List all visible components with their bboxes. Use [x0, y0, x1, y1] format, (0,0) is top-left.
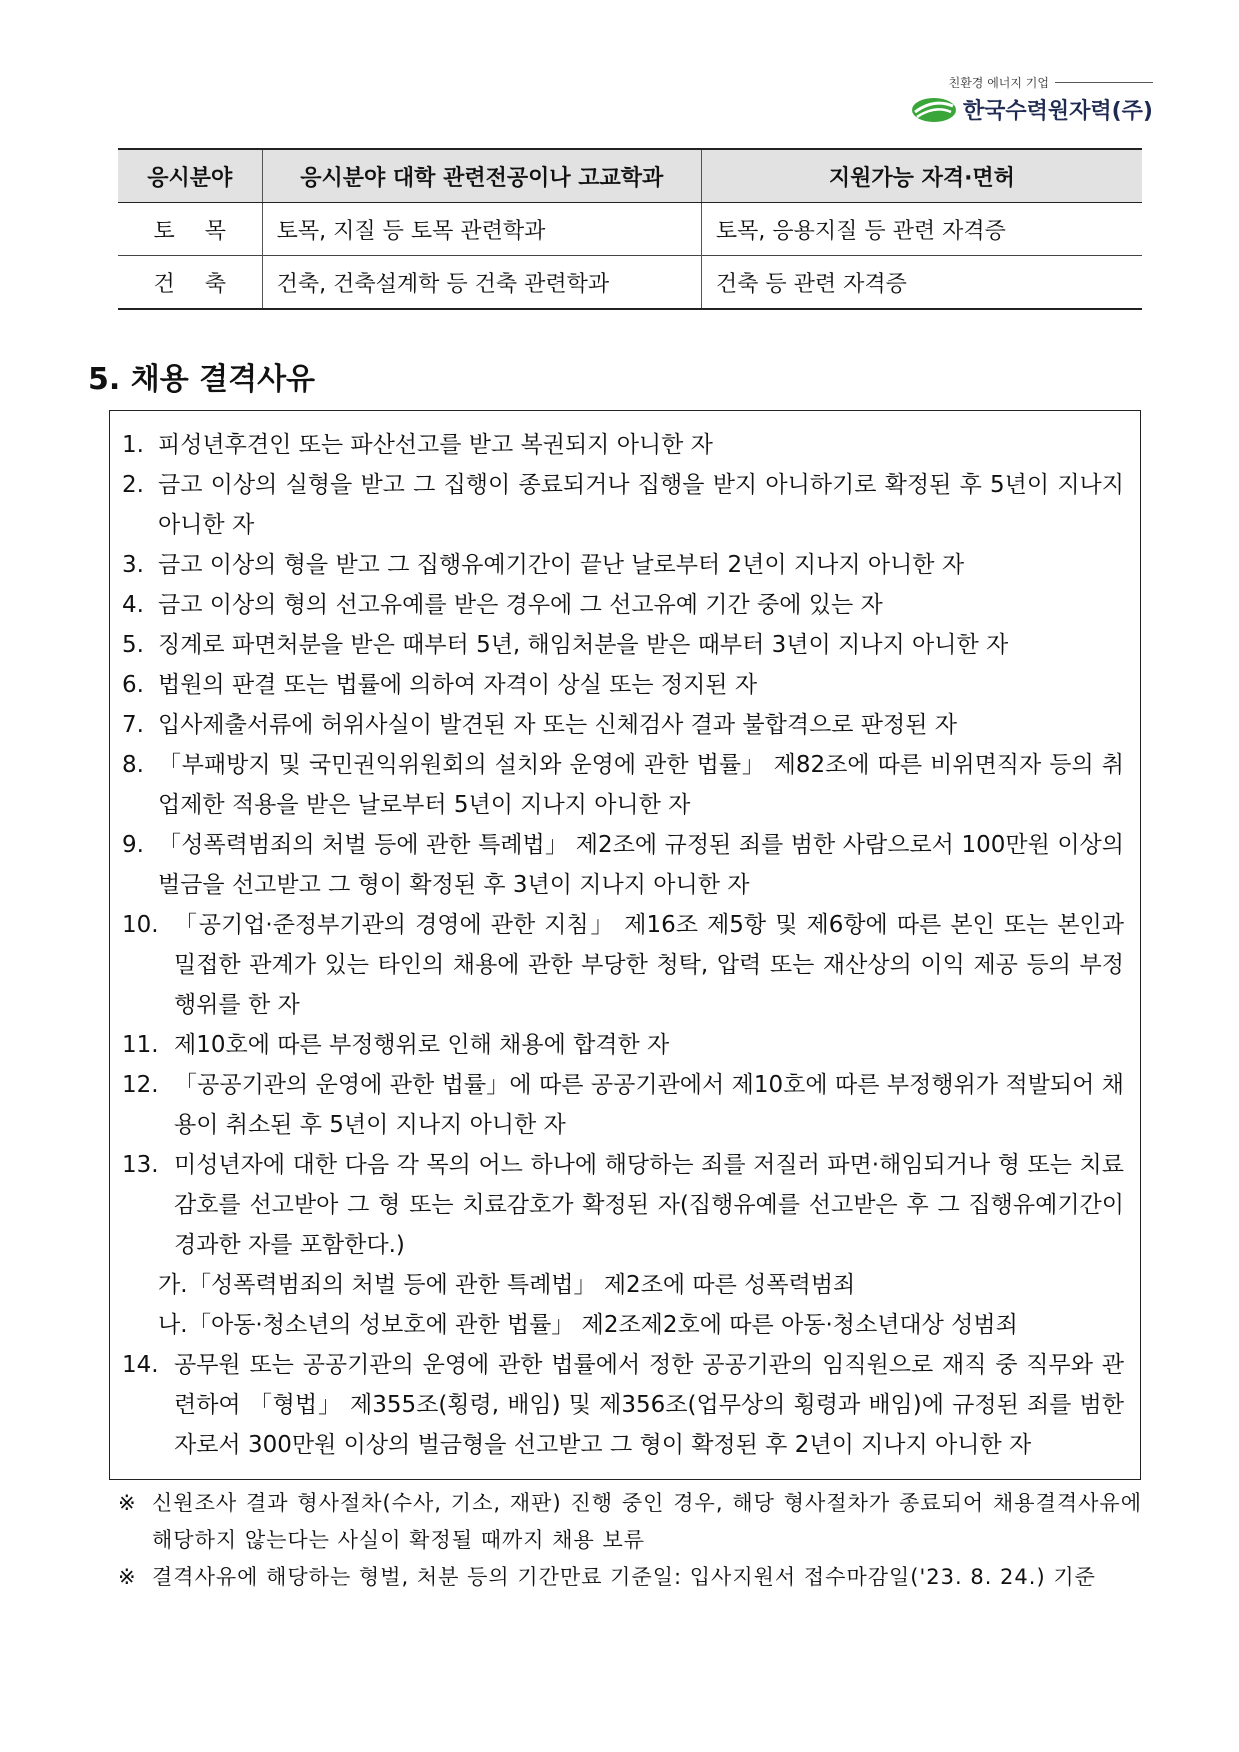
sub-item-text: 「성폭력범죄의 처벌 등에 관한 특례법」 제2조에 따른 성폭력범죄 [188, 1272, 856, 1298]
disqualification-box [109, 410, 1141, 1480]
note-text: 신원조사 결과 형사절차(수사, 기소, 재판) 진행 중인 경우, 해당 형사절차가 종료되어 채용결격사유에 해당하지 않는다는 사실이 확정될 때까지 채용 보류 [152, 1491, 1142, 1552]
list-item [122, 1145, 1124, 1265]
item-number: 10. [122, 912, 159, 938]
row-field: 토목 [118, 203, 262, 256]
item-number: 5. [122, 632, 144, 658]
requirements-table [118, 148, 1142, 310]
list-item [122, 1065, 1124, 1145]
sub-item-number: 가. [158, 1272, 188, 1298]
item-number: 2. [122, 472, 144, 498]
company-logo [893, 74, 1153, 124]
item-text: 「공공기관의 운영에 관한 법률」에 따른 공공기관에서 제10호에 따른 부정행위가 적발되어 채용이 취소된 후 5년이 지나지 아니한 자 [174, 1072, 1124, 1138]
table-header-row [118, 149, 1142, 203]
item-text: 미성년자에 대한 다음 각 목의 어느 하나에 해당하는 죄를 저질러 파면·해임되거나 형 또는 치료감호를 선고받아 그 형 또는 치료감호가 확정된 자(집행유예를 선고받은 후 그 집행유예기간이 경과한 자를 포함한다.) [174, 1152, 1124, 1258]
disqualification-list [110, 411, 1140, 1465]
notes [118, 1485, 1142, 1596]
item-number: 9. [122, 832, 144, 858]
list-item [122, 585, 1124, 625]
item-text: 「부패방지 및 국민권익위원회의 설치와 운영에 관한 법률」 제82조에 따른 비위면직자 등의 취업제한 적용을 받은 날로부터 5년이 지나지 아니한 자 [158, 752, 1124, 818]
item-number: 7. [122, 712, 144, 738]
list-item [122, 705, 1124, 745]
reference-mark-icon: ※ [118, 1565, 136, 1589]
list-item [122, 1025, 1124, 1065]
item-text: 공무원 또는 공공기관의 운영에 관한 법률에서 정한 공공기관의 임직원으로 재직 중 직무와 관련하여 「형법」 제355조(횡령, 배임) 및 제356조(업무상의 횡령과 배임)에 규정된 죄를 범한 자로서 300만원 이상의 벌금형을 선고받고 그 형이 확정된 후 2년이 지나지 아니한 자 [174, 1352, 1124, 1458]
list-item [122, 905, 1124, 1025]
sub-item-text: 「아동·청소년의 성보호에 관한 법률」 제2조제2호에 따른 아동·청소년대상 성범죄 [188, 1312, 1018, 1338]
list-item [122, 1345, 1124, 1465]
logo-main [911, 94, 1153, 125]
list-item [122, 625, 1124, 665]
item-number: 1. [122, 432, 144, 458]
item-text: 「성폭력범죄의 처벌 등에 관한 특례법」 제2조에 규정된 죄를 범한 사람으로서 100만원 이상의 벌금을 선고받고 그 형이 확정된 후 3년이 지나지 아니한 자 [158, 832, 1124, 898]
item-text: 피성년후견인 또는 파산선고를 받고 복권되지 아니한 자 [158, 432, 713, 458]
item-text: 입사제출서류에 허위사실이 발견된 자 또는 신체검사 결과 불합격으로 판정된 자 [158, 712, 957, 738]
item-text: 금고 이상의 실형을 받고 그 집행이 종료되거나 집행을 받지 아니하기로 확정된 후 5년이 지나지 아니한 자 [158, 472, 1124, 538]
item-text: 금고 이상의 형의 선고유예를 받은 경우에 그 선고유예 기간 중에 있는 자 [158, 592, 883, 618]
row-major: 토목, 지질 등 토목 관련학과 [262, 203, 701, 256]
row-license: 토목, 응용지질 등 관련 자격증 [715, 218, 1006, 244]
item-number: 14. [122, 1352, 159, 1378]
item-number: 12. [122, 1072, 159, 1098]
header-license: 지원가능 자격·면허 [701, 149, 1142, 203]
item-number: 4. [122, 592, 144, 618]
list-item [122, 665, 1124, 705]
item-text: 법원의 판결 또는 법률에 의하여 자격이 상실 또는 정지된 자 [158, 672, 758, 698]
section-title: 5. 채용 결격사유 [88, 362, 316, 397]
reference-mark-icon: ※ [118, 1491, 136, 1515]
list-item [122, 745, 1124, 825]
note [118, 1559, 1142, 1596]
tagline-rule [1055, 82, 1153, 83]
item-number: 3. [122, 552, 144, 578]
item-number: 6. [122, 672, 144, 698]
table-row [118, 256, 1142, 310]
sub-list-item [122, 1265, 1124, 1305]
item-text: 「공기업·준정부기관의 경영에 관한 지침」 제16조 제5항 및 제6항에 따른 본인 또는 본인과 밀접한 관계가 있는 타인의 채용에 관한 부당한 청탁, 압력 또는 재산상의 이익 제공 등의 부정행위를 한 자 [174, 912, 1124, 1018]
header-field: 응시분야 [118, 149, 262, 203]
sub-item-number: 나. [158, 1312, 188, 1338]
khnp-emblem-icon [911, 96, 957, 124]
note-text: 결격사유에 해당하는 형벌, 처분 등의 기간만료 기준일: 입사지원서 접수마감일('23. 8. 24.) 기준 [152, 1565, 1096, 1589]
item-number: 8. [122, 752, 144, 778]
item-text: 제10호에 따른 부정행위로 인해 채용에 합격한 자 [174, 1032, 670, 1058]
item-text: 징계로 파면처분을 받은 때부터 5년, 해임처분을 받은 때부터 3년이 지나지 아니한 자 [158, 632, 1009, 658]
row-major: 건축, 건축설계학 등 건축 관련학과 [262, 256, 701, 310]
list-item [122, 425, 1124, 465]
tagline-text: 친환경 에너지 기업 [948, 76, 1049, 90]
list-item [122, 545, 1124, 585]
list-item [122, 825, 1124, 905]
logo-tagline [949, 74, 1153, 91]
row-field: 건축 [118, 256, 262, 310]
item-number: 13. [122, 1152, 159, 1178]
list-item [122, 465, 1124, 545]
company-name: 한국수력원자력(주) [962, 99, 1153, 124]
item-number: 11. [122, 1032, 159, 1058]
item-text: 금고 이상의 형을 받고 그 집행유예기간이 끝난 날로부터 2년이 지나지 아니한 자 [158, 552, 965, 578]
header-major: 응시분야 대학 관련전공이나 고교학과 [262, 149, 701, 203]
row-license: 건축 등 관련 자격증 [715, 271, 907, 297]
sub-list-item [122, 1305, 1124, 1345]
table-row [118, 203, 1142, 256]
note [118, 1485, 1142, 1559]
